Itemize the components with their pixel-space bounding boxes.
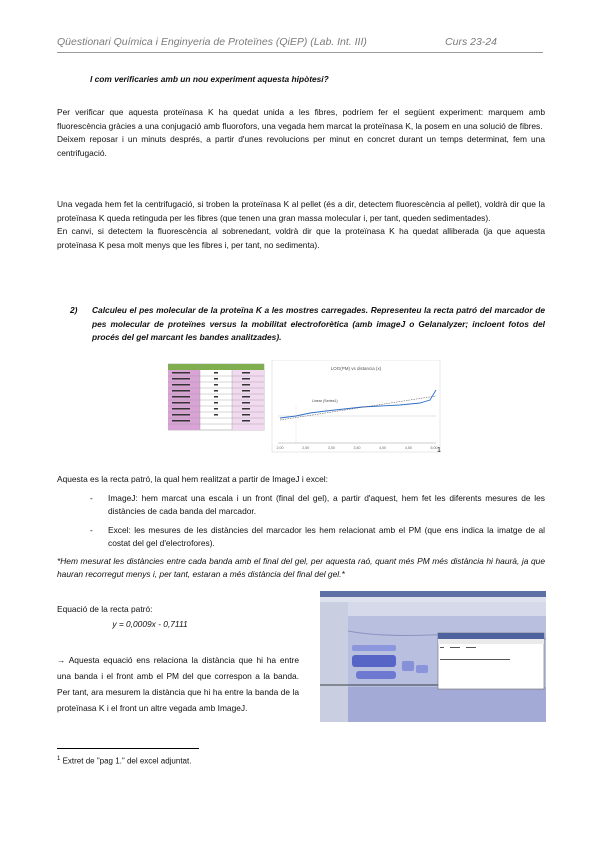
calibration-chart <box>272 360 440 452</box>
note-text: *Hem mesurat les distàncies entre cada banda amb el final del gel, per aquesta raó, quant més PM més distància hi haurà, ja que hauran recorregut menys i, per tant, estaran a més distància del final del gel.* <box>57 556 545 579</box>
header-title: Qüestionari Química i Enginyeria de Proteïnes (QiEP) (Lab. Int. III) <box>57 36 367 48</box>
equation-formula: y = 0,0009x - 0,7111 <box>112 619 188 629</box>
x-tick-label: 4,50 <box>404 446 412 450</box>
results-window <box>438 633 544 689</box>
footnote-separator <box>57 748 199 749</box>
page-header <box>57 36 543 53</box>
x-tick-label: 2,00 <box>276 446 284 450</box>
paragraph: Una vegada hem fet la centrifugació, si troben la proteïnasa K al pellet (és a dir, detectem fluorescència al pellet), voldrà dir que la proteïnasa K queda retinguda per les fibres (que tenen una gran massa molecular i, per tant, queden sedimentades). <box>57 199 545 223</box>
paragraph: Deixem reposar i un minuts després, a partir d'unes revolucions per minut en concret durant un temps determinat, fem una centrifugació. <box>57 134 545 158</box>
x-tick-label: 3,50 <box>353 446 361 450</box>
answer-block-1 <box>57 106 545 160</box>
footnote-reference: 1 <box>437 447 441 454</box>
bullet-dash: - <box>90 525 93 535</box>
window-titlebar <box>320 591 546 597</box>
bullet-item <box>90 492 545 518</box>
footnote <box>57 756 191 766</box>
question-heading: I com verificaries amb un nou experiment aquesta hipòtesi? <box>90 74 329 84</box>
footnote-text: Extret de "pag 1." del excel adjuntat. <box>62 756 192 766</box>
calibration-figure <box>168 360 443 456</box>
intro-text: Aquesta es la recta patró, la qual hem realitzat a partir de ImageJ i excel: <box>57 474 328 484</box>
section-text: Calculeu el pes molecular de la proteïna K a les mostres carregades. Representeu la recta patró del marcador de pes molecular de proteïnes versus la mobilitat electroforètica (amb imageJ o Gelanalyzer; incloent fotos del procés del gel marcant les bandes analitzades). <box>92 305 545 342</box>
bullet-text: ImageJ: hem marcat una escala i un front (final del gel), a partir d'aquest, hem fet les diferents mesures de les distàncies de cada banda del marcador. <box>108 493 545 516</box>
footnote-number: 1 <box>57 756 61 762</box>
bullet-item <box>90 524 545 550</box>
explanation-paragraph: → Aquesta equació ens relaciona la distància que hi ha entre una banda i el front amb el PM del que correspon a la banda. Per tant, ara mesurem la distància que hi ha entre la banda de la proteïnasa K i el front un altre vegada amb ImageJ. <box>57 655 299 713</box>
chart-title: LOG(PM) vs distancia (x) <box>330 366 382 371</box>
section-2 <box>70 304 545 345</box>
x-tick-label: 5,00 <box>430 446 438 450</box>
bullet-text: Excel: les mesures de les distàncies del marcador les hem relacionat amb el PM (que ens indica la imatge de al costat del gel d'electrofores). <box>108 525 545 548</box>
equation-label: Equació de la recta patró: <box>57 604 153 614</box>
paragraph: Per verificar que aquesta proteïnasa K ha quedat unida a les fibres, podríem fer el següent experiment: marquem amb fluorescència gràcies a una conjugació amb fluorofors, una vegada hem marcat la proteïnasa K, la posem en una solució de fibres. <box>57 107 545 131</box>
bullet-dash: - <box>90 493 93 503</box>
header-course: Curs 23-24 <box>445 36 497 48</box>
marker-table <box>168 364 264 430</box>
x-tick-label: 3,00 <box>327 446 335 450</box>
x-tick-label: 2,50 <box>302 446 310 450</box>
legend-label: Linear (Series1) <box>312 399 338 403</box>
gel-imagej-screenshot <box>320 591 546 722</box>
section-number: 2) <box>70 305 78 315</box>
paragraph: En canvi, si detectem la fluorescència al sobrenedant, voldrà dir que la proteïnasa K ha quedat alliberada (ja que aquesta proteïnasa K pesa molt menys que les fibres i, per tant, no sedimenta). <box>57 226 545 250</box>
x-tick-label: 4,00 <box>379 446 387 450</box>
answer-block-2 <box>57 198 545 252</box>
